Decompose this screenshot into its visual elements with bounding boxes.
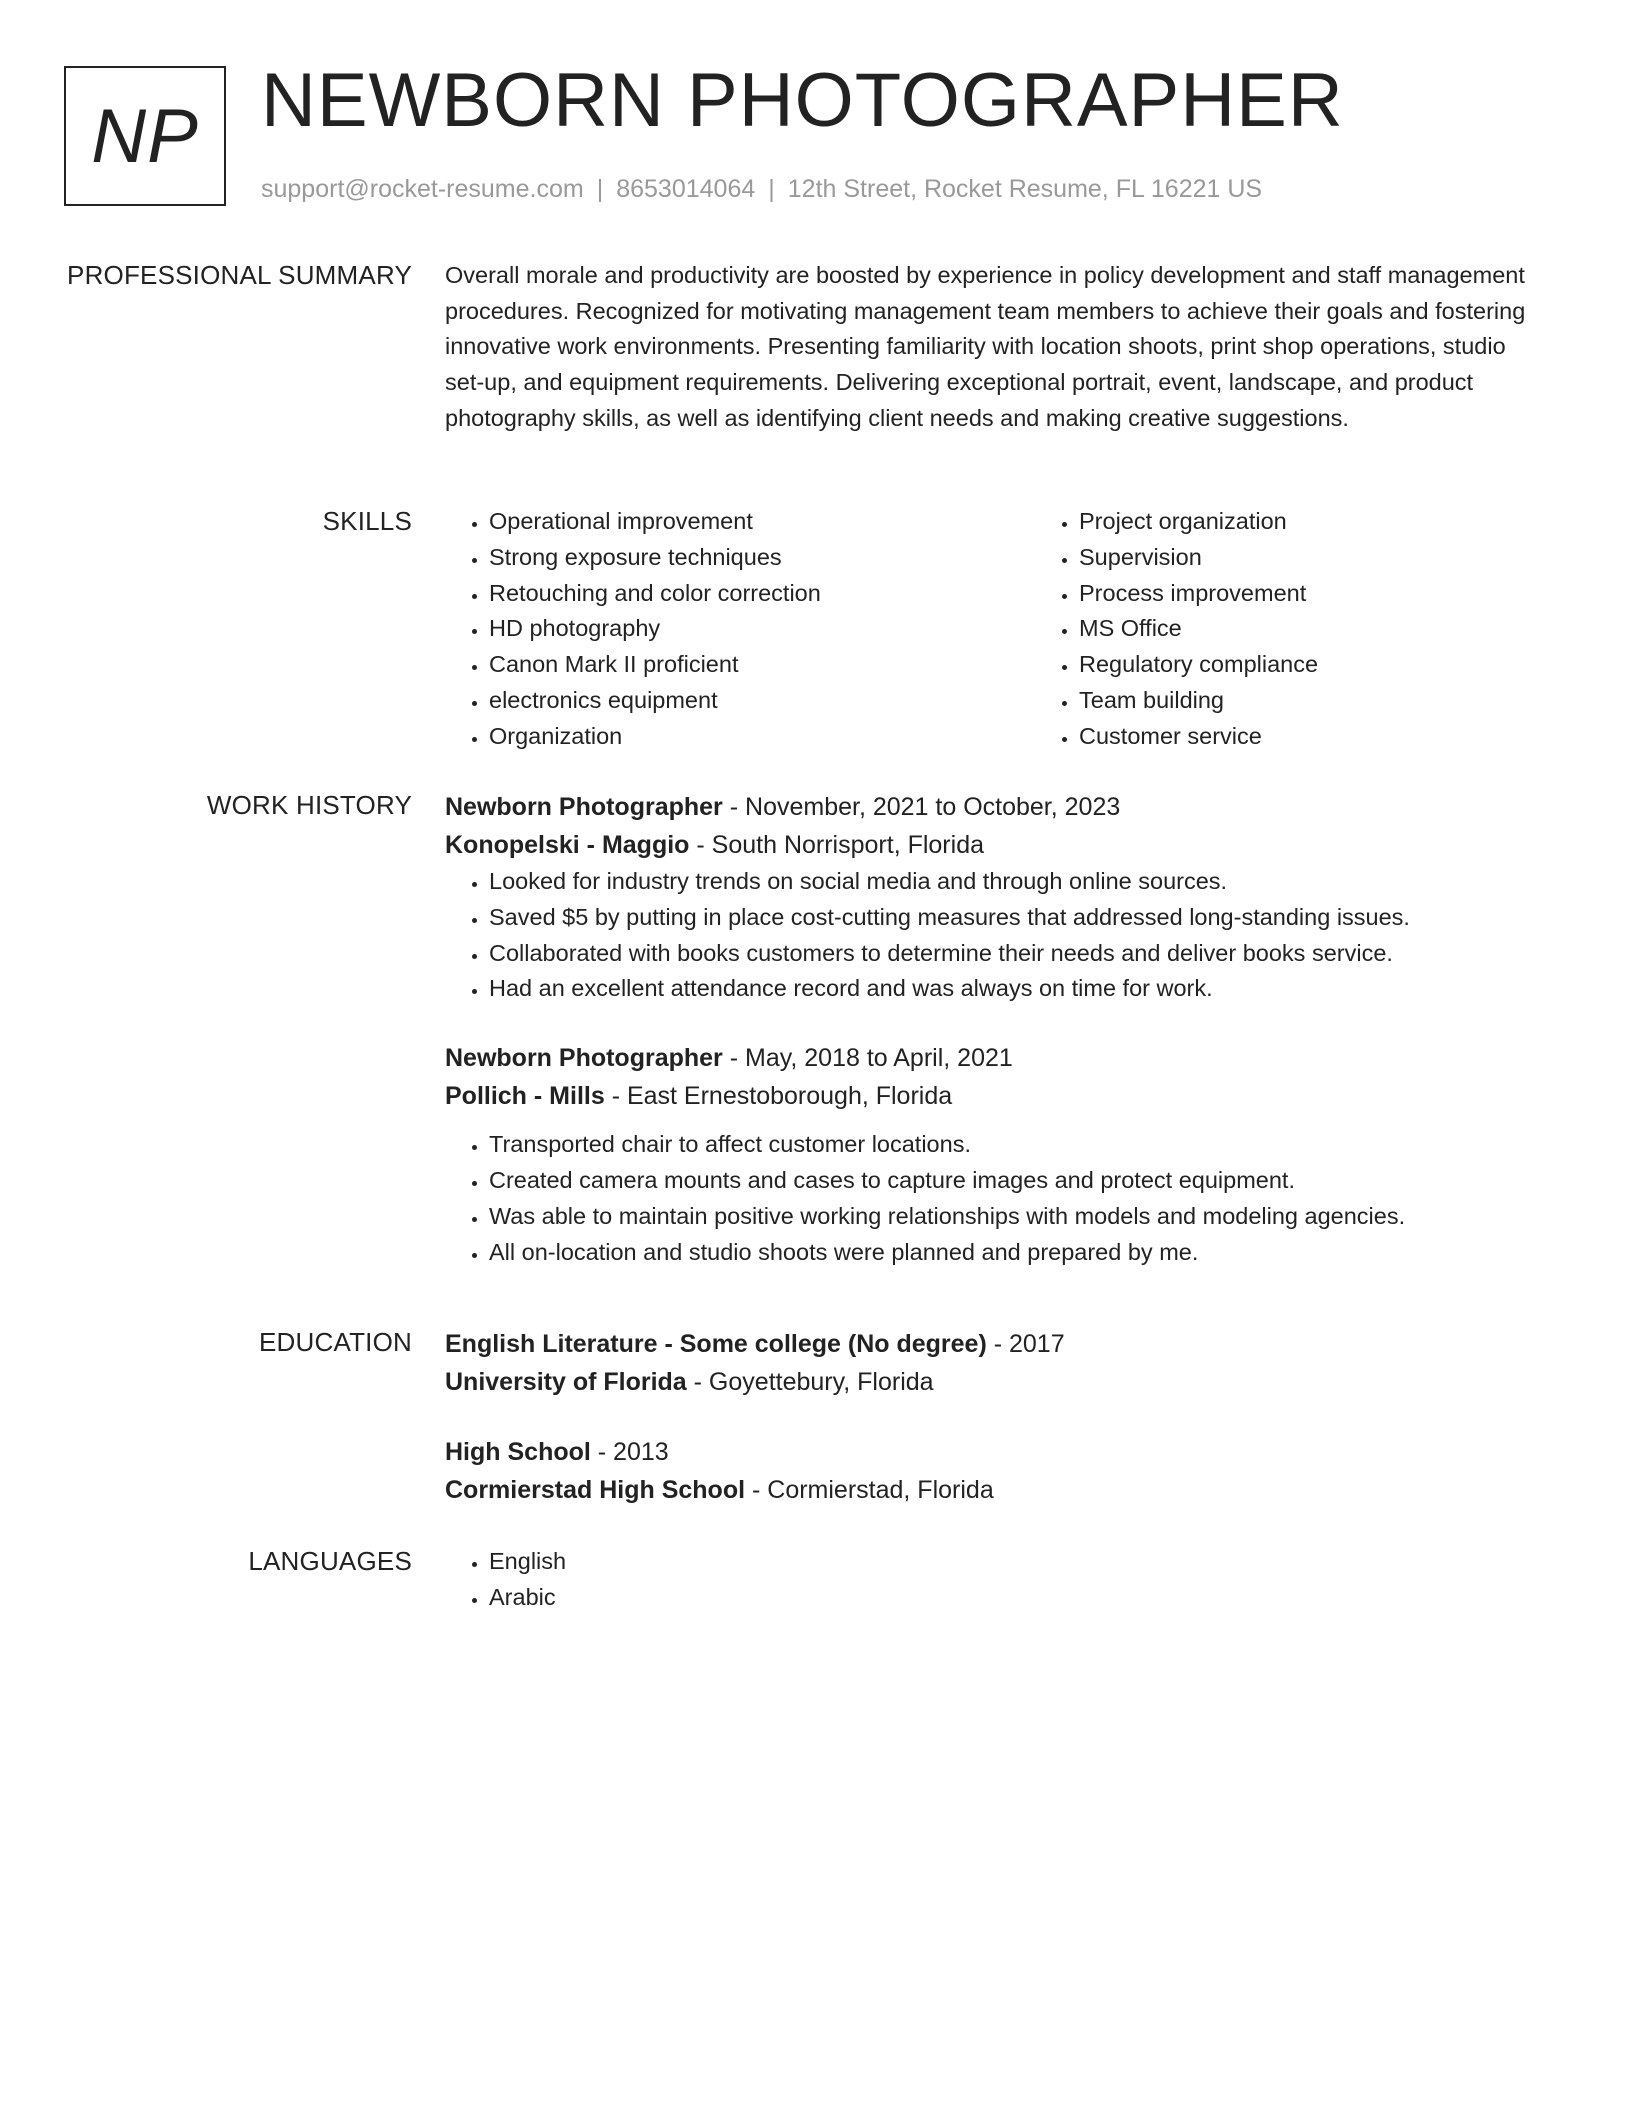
education-year: - 2017 <box>986 1330 1065 1358</box>
job-company: Konopelski - Maggio <box>445 831 690 859</box>
education-school: University of Florida <box>445 1368 687 1396</box>
skill-item: • Customer service <box>1079 719 1625 755</box>
skill-item: • Operational improvement <box>489 504 1035 540</box>
contact-email: support@rocket-resume.com <box>261 175 584 203</box>
skill-item: • Supervision <box>1079 540 1625 576</box>
job-title-line <box>445 788 1535 826</box>
job-bullet: • Transported chair to affect customer locations. <box>489 1127 1535 1163</box>
job-company: Pollich - Mills <box>445 1082 605 1111</box>
skills-list-left <box>445 504 1035 755</box>
work-history-heading: WORK HISTORY <box>206 790 412 820</box>
monogram-box <box>64 66 226 206</box>
skill-item: • Process improvement <box>1079 576 1625 612</box>
skill-item: • Organization <box>489 719 1035 755</box>
skill-item: • MS Office <box>1079 611 1625 647</box>
skills-list-right <box>1035 504 1625 755</box>
education-school-line <box>445 1471 1535 1509</box>
job-bullet: • Created camera mounts and cases to capture images and protect equipment. <box>489 1163 1535 1199</box>
job-entry <box>445 1039 1535 1270</box>
job-bullet: • Collaborated with books customers to determine their needs and deliver books service. <box>489 936 1535 972</box>
job-location: - East Ernestoborough, Florida <box>604 1082 953 1111</box>
job-company-line <box>445 1077 1535 1115</box>
job-entry <box>445 788 1535 1007</box>
summary-text: Overall morale and productivity are boosted by experience in policy development and staff management procedures. Recognized for motivating management team members to achieve their goals and fostering innovative work environments. Presenting familiarity with location shoots, print shop operations, studio set-up, and equipment requirements. Delivering exceptional portrait, event, landscape, and product photography skills, as well as identifying client needs and making creative suggestions. <box>445 262 1526 431</box>
education-degree: High School <box>445 1438 591 1466</box>
skill-item: • Project organization <box>1079 504 1625 540</box>
skill-item: • HD photography <box>489 611 1035 647</box>
job-role: Newborn Photographer <box>445 793 723 821</box>
contact-separator: | <box>768 175 775 203</box>
resume-name: NEWBORN PHOTOGRAPHER <box>261 58 1344 143</box>
education-school: Cormierstad High School <box>445 1476 746 1504</box>
monogram-initials: NP <box>91 93 199 179</box>
education-location: - Goyettebury, Florida <box>686 1368 934 1396</box>
language-item: • English <box>489 1544 1535 1580</box>
summary-heading: PROFESSIONAL SUMMARY <box>67 260 412 290</box>
skill-item: • Strong exposure techniques <box>489 540 1035 576</box>
job-bullet: • All on-location and studio shoots were planned and prepared by me. <box>489 1235 1535 1271</box>
skill-item: • Canon Mark II proficient <box>489 647 1035 683</box>
contact-separator: | <box>596 175 604 203</box>
job-title-line <box>445 1039 1535 1077</box>
skills-heading: SKILLS <box>322 506 412 536</box>
job-bullet: • Was able to maintain positive working relationships with models and modeling agencies. <box>489 1199 1535 1235</box>
skills-columns <box>445 504 1535 755</box>
education-year: - 2013 <box>590 1438 669 1466</box>
languages-list <box>445 1544 1535 1616</box>
job-role: Newborn Photographer <box>445 1044 723 1073</box>
skill-item: • Team building <box>1079 683 1625 719</box>
job-location: - South Norrisport, Florida <box>689 831 984 859</box>
job-bullets <box>445 1127 1535 1270</box>
education-heading: EDUCATION <box>259 1327 412 1357</box>
contact-phone: 8653014064 <box>616 175 756 203</box>
education-degree-line <box>445 1325 1535 1363</box>
education-entry <box>445 1433 1535 1509</box>
education-location: - Cormierstad, Florida <box>745 1476 994 1504</box>
job-company-line <box>445 826 1535 864</box>
education-degree-line <box>445 1433 1535 1471</box>
job-dates: - May, 2018 to April, 2021 <box>722 1044 1013 1073</box>
contact-address: 12th Street, Rocket Resume, FL 16221 US <box>787 175 1263 203</box>
education-school-line <box>445 1363 1535 1401</box>
education-degree: English Literature - Some college (No degree) <box>445 1330 987 1358</box>
job-bullet: • Looked for industry trends on social media and through online sources. <box>489 864 1535 900</box>
skill-item: • Retouching and color correction <box>489 576 1035 612</box>
language-item: • Arabic <box>489 1580 1535 1616</box>
job-bullet: • Saved $5 by putting in place cost-cutting measures that addressed long-standing issues. <box>489 900 1535 936</box>
job-bullets <box>445 864 1535 1007</box>
education-entry <box>445 1325 1535 1401</box>
skill-item: • electronics equipment <box>489 683 1035 719</box>
skill-item: • Regulatory compliance <box>1079 647 1625 683</box>
languages-heading: LANGUAGES <box>248 1546 412 1576</box>
job-bullet: • Had an excellent attendance record and was always on time for work. <box>489 971 1535 1007</box>
job-dates: - November, 2021 to October, 2023 <box>722 793 1121 821</box>
contact-line <box>261 174 1262 204</box>
